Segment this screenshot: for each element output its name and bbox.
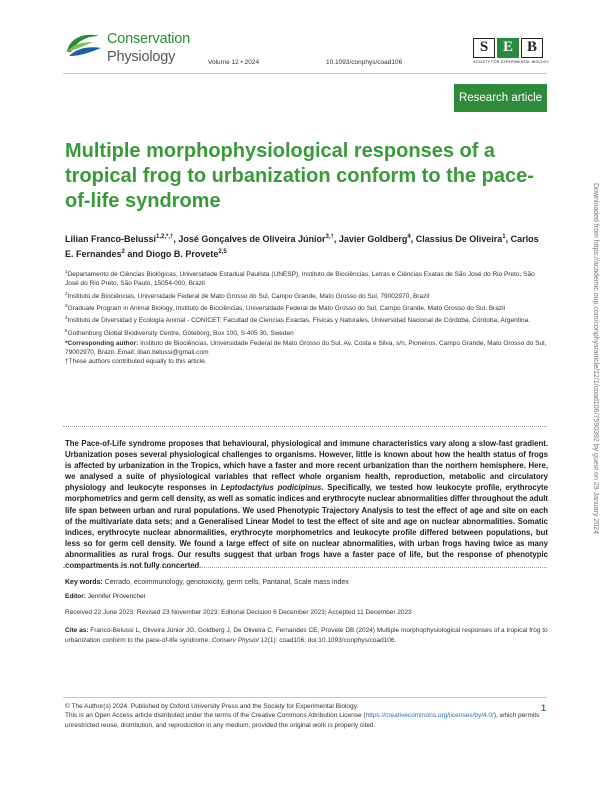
affiliations <box>65 267 550 367</box>
download-watermark: Downloaded from https://academic.oup.com/conphys/article/12/1/coad106/7590392 by guest on 29 January 2024 <box>592 183 599 535</box>
author-name: Classius De Oliveira <box>415 234 503 244</box>
author-list: Lilian Franco-Belussi$^{1,2,*,\dagger}$, José Gonçalves de Oliveira Júnior$^{3,\dagger}$, Javier Goldberg$^4$, Classius De Oliveira$^1$, Carlos E. Fernandes$^2$ and Diogo B. Provete$^{2,5}$ <box>65 234 539 259</box>
leaf-swirl-icon <box>63 30 103 62</box>
received-dates: Received 22 June 2023; Revised 23 November 2023; Editorial Decision 6 December 2023; Accepted 11 December 2023 <box>65 609 412 616</box>
citation: Cite as: Franco-Belussi L, Oliveira Júnior JG, Goldberg J, De Oliveira C, Fernandes CE, Provete DB (2024) Multiple morphophysiological responses of a tropical frog to urbanization conform to the pace-of-life syndrome. Conserv Physiol 12(1): coad106; doi:10.1093/conphys/coad106. <box>65 627 548 644</box>
author-affiliation-marker: 2 <box>121 249 125 255</box>
affiliation-item: $^2$Instituto de Biociências, Universidade Federal de Mato Grosso do Sul, Campo Grande, Mato Grosso do Sul, 79002970, Brazil <box>65 290 430 300</box>
abstract-top-divider <box>63 426 547 427</box>
abstract-bottom-divider <box>63 567 547 568</box>
seb-letter-b: B <box>521 38 543 58</box>
abstract: The Pace-of-Life syndrome proposes that behavioural, physiological and immune characteristics vary along a slow-fast gradient. Urbanization poses several physiological challenges to organisms. However, little is known about how the health status of frogs is affected by urbanization in the Tropics, which have a faster and more recent urbanization than the northern hemisphere. Here, we analysed a suite of physiological variables that reflect whole organism health, reproduction, metabolic and circulatory physiology and leukocyte responses in Leptodactylus podicipinus. Specifically, we tested how leukocyte profile, erythrocyte morphometrics and germ cell density, as well as somatic indices and erythrocyte nuclear abnormalities differ throughout the adult life span between urban and rural populations. We used Phenotypic Trajectory Analysis to test the effect of age and site on each of the multivariate data sets; and a Generalised Linear Model to test the effect of site and age on nuclear abnormalities. Somatic indices, erythrocyte nuclear abnormalities, erythrocyte morphometrics and leukocyte profile differed between populations, but less so for germ cell density. We found a large effect of site on nuclear abnormalities, with urban frogs having twice as many abnormalities as rural frogs. Our results suggest that urban frogs have a faster pace of life, but the response of phenotypic compartments is not fully concerted. <box>65 439 548 571</box>
author-affiliation-marker: 3,† <box>325 234 334 240</box>
author-name: Diogo B. Provete <box>145 249 219 259</box>
article-type-banner: Research article <box>454 84 547 112</box>
affiliation-item: $^1$Departamento de Ciências Biológicas, Universidade Estadual Paulista (UNESP), Instituto de Biociências, Letras e Ciências Exatas de São José do Rio Preto, São José do Rio Preto, São Paulo, 15054-000, Brazil <box>65 269 535 288</box>
doi-header: 10.1093/conphys/coad106 <box>326 59 403 66</box>
keywords: Key words: Cerrado, ecoimmunology, genotoxicity, germ cells, Pantanal, Scale mass index <box>65 579 349 586</box>
page-number: 1 <box>541 703 547 713</box>
species-name: Leptodactylus podicipinus <box>220 483 322 493</box>
editor: Editor: Jennifer Provencher <box>65 593 146 600</box>
affiliation-item: $^4$Instituto de Diversidad y Ecología Animal - CONICET; Facultad de Ciencias Exactas, Físicas y Naturales, Universidad Nacional de Córdoba, Córdoba, Argentina. <box>65 315 531 325</box>
affiliation-item: $^5$Gothenburg Global Biodiversity Centre, Göteborg, Box 100, S 405 30, Sweden <box>65 327 294 337</box>
equal-contribution-note: †These authors contributed equally to this article. <box>65 358 207 366</box>
seb-logo <box>473 38 550 64</box>
corresponding-author: *Corresponding author: Instituto de Biociências, Universidade Federal de Mato Grosso do Sul, Av. Costa e Silva, s/n, Pioneiros, Campo Grande, Mato Grosso do Sul, 79002970, Brazil. Email: lilian.belussi@gmail.com <box>65 340 547 357</box>
volume-info: Volume 12 • 2024 <box>208 59 260 66</box>
header-divider <box>63 73 547 74</box>
affiliation-item: $^3$Graduate Program in Animal Biology, Instituto de Biociências, Universidade Federal de Mato Grosso do Sul, Campo Grande, Mato Grosso do Sul, Brazil <box>65 302 505 313</box>
copyright-notice: © The Author(s) 2024. Published by Oxford University Press and the Society for Experimental Biology. This is an Open Access article distributed under the terms of the Creative Commons Attribution License (https://creativecommons.org/licenses/by/4.0/), which permits unrestricted reuse, distribution, and reproduction in any medium, provided the original work is properly cited. <box>65 703 540 729</box>
article-title: Multiple morphophysiological responses of a tropical frog to urbanization conform to the pace-of-life syndrome <box>65 140 534 212</box>
author-affiliation-marker: 1,2,*,† <box>156 234 174 240</box>
journal-name-line1: Conservation <box>107 31 191 47</box>
author-affiliation-marker: 1 <box>502 234 506 240</box>
author-name: José Gonçalves de Oliveira Júnior <box>178 234 326 244</box>
author-name: Lilian Franco-Belussi <box>65 234 157 244</box>
journal-name-line2: Physiology <box>107 49 176 65</box>
author-affiliation-marker: 4 <box>407 234 411 240</box>
footer-divider <box>63 697 547 698</box>
seb-letter-s: S <box>473 38 495 58</box>
author-name: Carlos E. Fernandes <box>65 234 539 259</box>
journal-logo <box>63 30 193 66</box>
license-link[interactable]: https://creativecommons.org/licenses/by/4.0/ <box>365 712 494 720</box>
author-affiliation-marker: 2,5 <box>218 249 227 255</box>
author-name: Javier Goldberg <box>338 234 408 244</box>
seb-subtitle: SOCIETY FOR EXPERIMENTAL BIOLOGY <box>473 60 550 64</box>
seb-letter-e: E <box>497 38 519 58</box>
